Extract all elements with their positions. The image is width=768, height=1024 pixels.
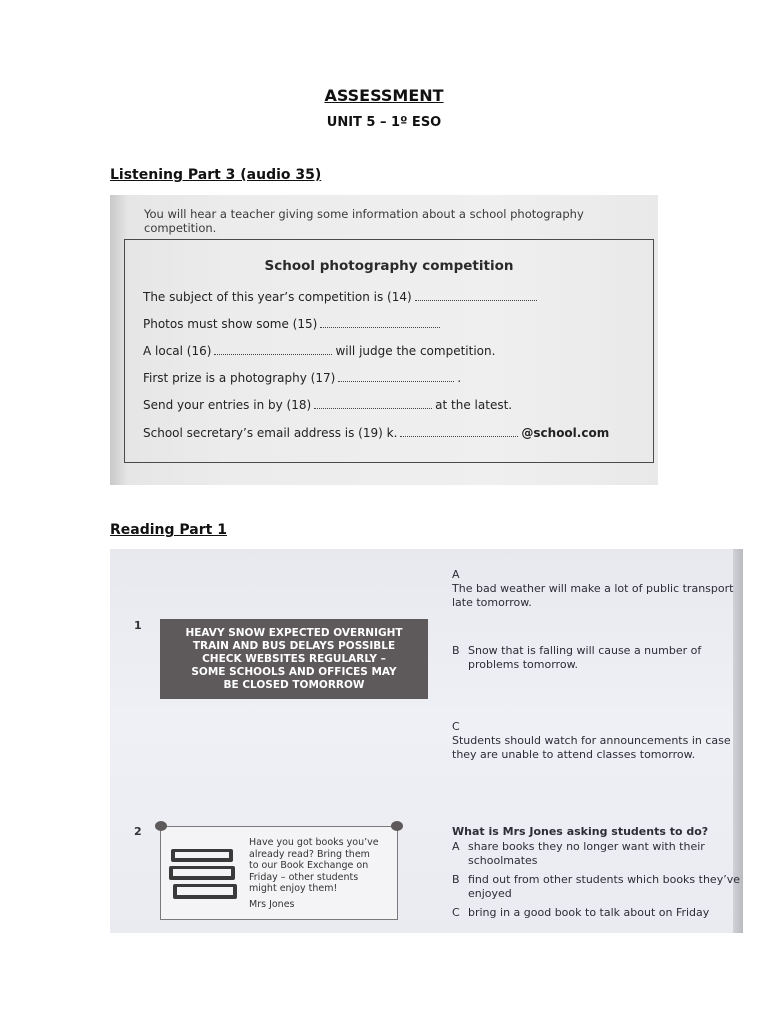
q2-question: What is Mrs Jones asking students to do?: [452, 825, 709, 838]
q1-option-b: [452, 644, 701, 672]
q1-option-c: [452, 720, 743, 762]
option-text: late tomorrow.: [452, 596, 532, 609]
notice-line: CHECK WEBSITES REGULARLY –: [202, 652, 386, 665]
notice-line: BE CLOSED TOMORROW: [223, 678, 365, 691]
answer-gap-18: [314, 398, 432, 409]
option-text: find out from other students which books they’ve: [468, 873, 740, 886]
line-16-text: A local (16): [143, 344, 212, 358]
option-text: share books they no longer want with their: [468, 840, 705, 853]
option-text: problems tomorrow.: [468, 658, 579, 671]
option-text: schoolmates: [468, 854, 538, 867]
note-signature: Mrs Jones: [249, 899, 295, 910]
answer-gap-15: [320, 317, 440, 328]
document-subtitle: UNIT 5 – 1º ESO: [326, 115, 442, 130]
line-19-text: School secretary’s email address is (19) k.: [143, 426, 398, 440]
listening-intro: You will hear a teacher giving some information about a school photography competition.: [144, 207, 584, 235]
q2-option-b: [452, 873, 740, 901]
book-exchange-note: [160, 826, 398, 920]
book-stack-icon: [167, 845, 243, 907]
option-text: Snow that is falling will cause a number of: [468, 644, 702, 657]
line-16: [143, 344, 495, 358]
note-line: already read? Bring them: [249, 848, 370, 860]
option-text: Students should watch for announcements in case: [452, 734, 731, 747]
option-letter: B: [452, 873, 460, 886]
q2-option-c: [452, 906, 709, 920]
line-16-after: will judge the competition.: [335, 344, 496, 358]
competition-title: School photography competition: [264, 258, 514, 274]
competition-box: [124, 239, 654, 463]
notice-line: HEAVY SNOW EXPECTED OVERNIGHT: [185, 626, 403, 639]
question-1-number: 1: [134, 619, 142, 632]
document-title: ASSESSMENT: [324, 86, 444, 105]
line-17-after: .: [457, 371, 462, 385]
line-14-text: The subject of this year’s competition is (14): [143, 290, 412, 304]
option-letter: A: [452, 568, 460, 581]
snow-notice: [160, 619, 428, 699]
listening-heading: Listening Part 3 (audio 35): [110, 167, 322, 183]
line-15: [143, 317, 443, 331]
option-text: bring in a good book to talk about on Friday: [468, 906, 710, 919]
answer-gap-19: [400, 426, 518, 437]
line-15-text: Photos must show some (15): [143, 317, 318, 331]
option-letter: C: [452, 720, 460, 733]
line-19-after: @school.com: [521, 426, 610, 440]
q2-option-a: [452, 840, 705, 868]
listening-scan: [110, 195, 658, 485]
notice-line: SOME SCHOOLS AND OFFICES MAY: [191, 665, 397, 678]
reading-heading: Reading Part 1: [110, 522, 227, 538]
note-text: [249, 837, 379, 895]
question-2-number: 2: [134, 825, 142, 838]
notice-line: TRAIN AND BUS DELAYS POSSIBLE: [192, 639, 396, 652]
option-text: The bad weather will make a lot of public transport: [452, 582, 734, 595]
reading-scan: [110, 549, 743, 933]
answer-gap-16: [214, 344, 332, 355]
option-text: enjoyed: [468, 887, 512, 900]
line-19: [143, 426, 609, 440]
note-line: Have you got books you’ve: [249, 837, 379, 848]
q1-option-a: [452, 568, 743, 610]
option-letter: A: [452, 840, 460, 853]
answer-gap-14: [415, 290, 537, 301]
line-18-after: at the latest.: [435, 398, 513, 412]
option-text: they are unable to attend classes tomorrow.: [452, 748, 696, 761]
line-18-text: Send your entries in by (18): [143, 398, 312, 412]
line-18: [143, 398, 512, 412]
answer-gap-17: [338, 371, 454, 382]
line-14: [143, 290, 540, 304]
line-17-text: First prize is a photography (17): [143, 371, 336, 385]
option-letter: C: [452, 906, 460, 919]
speech-bubble-icon: [155, 821, 167, 831]
note-line: to our Book Exchange on: [249, 860, 369, 871]
note-line: might enjoy them!: [249, 883, 338, 894]
option-letter: B: [452, 644, 460, 657]
note-line: Friday – other students: [249, 871, 359, 883]
line-17: [143, 371, 461, 385]
speech-bubble-icon: [391, 821, 403, 831]
